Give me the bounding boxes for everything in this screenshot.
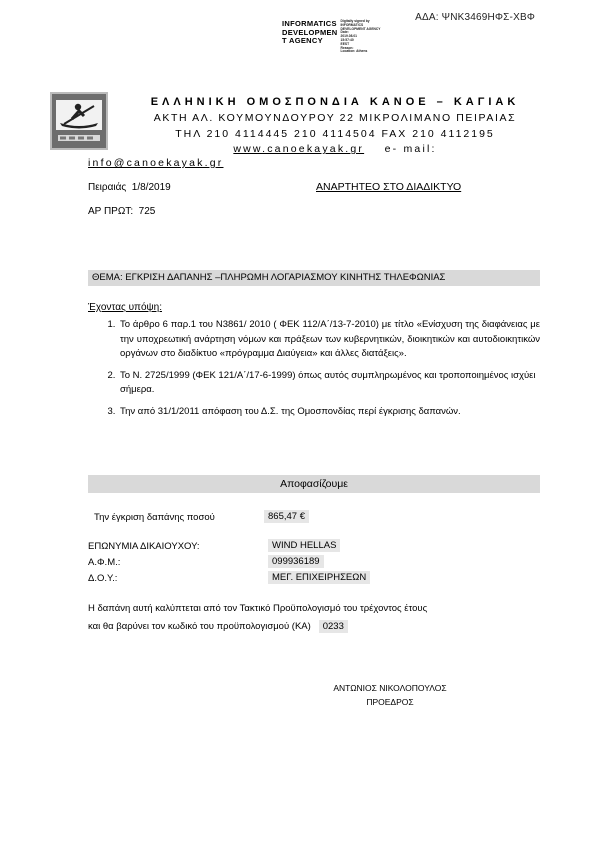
org-name: ΕΛΛΗΝΙΚΗ ΟΜΟΣΠΟΝΔΙΑ ΚΑΝΟΕ – ΚΑΓΙΑΚ xyxy=(150,96,520,108)
signatory-title: ΠΡΟΕΔΡΟΣ xyxy=(366,697,414,707)
afm-value: 099936189 xyxy=(268,555,324,568)
subject-heading: ΘΕΜΑ: ΕΓΚΡΙΣΗ ΔΑΠΑΝΗΣ –ΠΛΗΡΩΜΗ ΛΟΓΑΡΙΑΣΜΟΥ ΚΙΝΗΤΗΣ ΤΗΛΕΦΩΝΙΑΣ xyxy=(88,270,540,286)
place-label: Πειραιάς xyxy=(88,182,127,193)
amount-value: 865,47 € xyxy=(264,510,309,523)
stamp-detail-line: INFORMATICS xyxy=(340,22,364,27)
stamp-detail-line: EEST xyxy=(340,41,350,46)
email-link[interactable]: info@canoekayak.gr xyxy=(88,157,224,169)
approval-amount xyxy=(264,511,309,522)
beneficiary-name-label: ΕΠΩΝΥΜΙΑ ΔΙΚΑΙΟΥΧΟΥ: xyxy=(88,541,200,552)
beneficiary-name xyxy=(268,540,340,551)
afm xyxy=(268,556,324,567)
list-item: 3. Την από 31/1/2011 απόφαση του Δ.Σ. της Ομοσπονδίας περί έγκρισης δαπανών. xyxy=(118,405,540,420)
protocol-label: ΑΡ ΠΡΩΤ: xyxy=(88,206,134,217)
ada-code: ΑΔΑ: ΨΝΚ3469ΗΦΣ-ΧΒΦ xyxy=(415,12,535,23)
budget-line-2 xyxy=(88,621,348,632)
federation-logo xyxy=(50,92,108,150)
stamp-line: INFORMATICS xyxy=(282,19,337,28)
decision-heading: Αποφασίζουμε xyxy=(88,475,540,493)
list-item: 2. Το Ν. 2725/1999 (ΦΕΚ 121/Α΄/17-6-1999) όπως αυτός συμπληρωμένος και τροποποιημένος ισχύει σήμερα. xyxy=(118,369,540,398)
stamp-line: DEVELOPMEN xyxy=(282,27,338,37)
doy xyxy=(268,572,370,583)
stamp-detail-line: 15:57:40 xyxy=(340,37,354,42)
email-label: e- mail: xyxy=(384,143,437,155)
approval-label: Την έγκριση δαπάνης ποσού xyxy=(94,512,215,523)
stamp-detail-line: Date: xyxy=(340,30,349,35)
contact-line xyxy=(110,143,560,155)
budget-line-2-text: και θα βαρύνει τον κωδικό του προϋπολογισμού (ΚΑ) xyxy=(88,621,311,632)
considering-label: Έχοντας υπόψη: xyxy=(88,302,162,313)
posting-note: ΑΝΑΡΤΗΤΕΟ ΣΤΟ ΔΙΑΔΙΚΤΥΟ xyxy=(316,181,462,193)
kayaker-logo-icon xyxy=(52,94,106,148)
protocol-number xyxy=(88,206,155,217)
doy-label: Δ.Ο.Υ.: xyxy=(88,573,118,584)
considerations-list xyxy=(88,318,540,426)
protocol-value: 725 xyxy=(138,206,156,217)
stamp-detail-line: DEVELOPMENT AGENCY xyxy=(340,26,381,31)
budget-line-1: Η δαπάνη αυτή καλύπτεται από τον Τακτικό Προϋπολογισμό του τρέχοντος έτους xyxy=(88,603,428,614)
org-phones: ΤΗΛ 210 4114445 210 4114504 FAX 210 4112195 xyxy=(175,128,495,140)
doy-value: ΜΕΓ. ΕΠΙΧΕΙΡΗΣΕΩΝ xyxy=(268,571,370,584)
stamp-detail-line: 2019.08.01 xyxy=(340,34,358,39)
stamp-detail-line: Reason: xyxy=(340,45,354,50)
beneficiary-name-value: WIND HELLAS xyxy=(268,539,340,552)
budget-code: 0233 xyxy=(319,620,348,633)
list-item: 1. Το άρθρο 6 παρ.1 του Ν3861/ 2010 ( ΦΕΚ 112/Α΄/13-7-2010) με τίτλο «Ενίσχυση της διαφάνειας με την υποχρεωτική ανάρτηση νόμων και πράξεων των κυβερνητικών, διοικητικών και αυτοδιοικητικών οργάνων στο διαδίκτυο «πρόγραμμα Διαύγεια» και άλλες διατάξεις». xyxy=(118,318,540,362)
org-address: ΑΚΤΗ ΑΛ. ΚΟΥΜΟΥΝΔΟΥΡΟΥ 22 ΜΙΚΡΟΛΙΜΑΝΟ ΠΕΙΡΑΙΑΣ xyxy=(153,112,517,124)
stamp-details xyxy=(341,20,401,54)
digital-signature-stamp xyxy=(282,20,401,54)
stamp-main-text xyxy=(282,20,338,54)
website-link[interactable]: www.canoekayak.gr xyxy=(233,143,365,155)
stamp-line: T AGENCY xyxy=(282,36,323,45)
date-value: 1/8/2019 xyxy=(131,182,171,193)
afm-label: Α.Φ.Μ.: xyxy=(88,557,121,568)
stamp-detail-line: Digitally signed by xyxy=(340,19,370,23)
signatory-name: ΑΝΤΩΝΙΟΣ ΝΙΚΟΛΟΠΟΥΛΟΣ xyxy=(333,683,447,693)
place-date xyxy=(88,182,171,193)
stamp-detail-line: Location: Athens xyxy=(340,49,368,54)
